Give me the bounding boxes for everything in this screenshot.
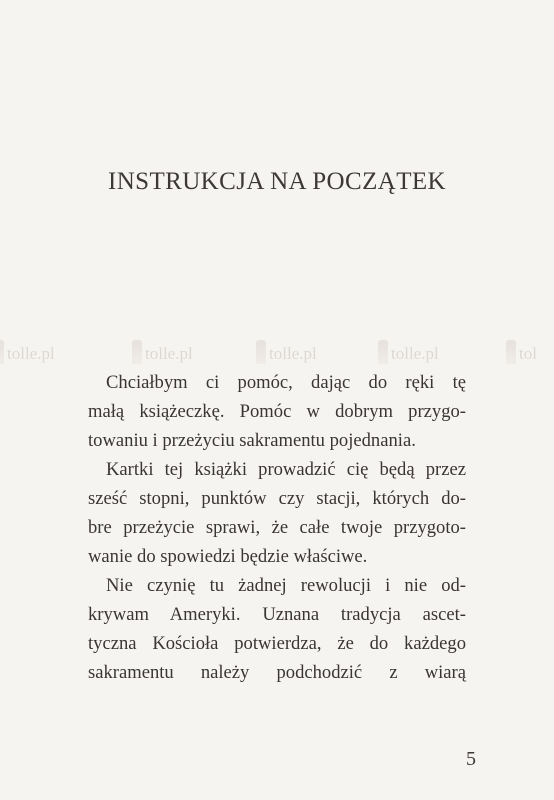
page-number: 5 [466,748,476,770]
watermark: tolle.pl [378,340,439,364]
text-line: Chciałbym ci pomóc, dając do ręki tę [106,372,466,393]
paragraph-3 [88,571,466,687]
watermark-logo-icon [132,340,142,364]
watermark: tolle.pl [132,340,193,364]
text-line: towaniu i przeżyciu sakramentu pojednania. [88,430,416,451]
watermark-logo-icon [256,340,266,364]
text-line: Nie czynię tu żadnej rewolucji i nie od- [106,575,466,596]
body-text [88,368,466,687]
watermark: tol [506,340,537,364]
watermark: tolle.pl [0,340,55,364]
text-line: tyczna Kościoła potwierdza, że do każdego [88,633,466,654]
text-line: sakramentu należy podchodzić z wiarą [88,662,466,683]
text-line: Kartki tej książki prowadzić cię będą przez [106,459,466,480]
paragraph-2 [88,455,466,571]
chapter-title: INSTRUKCJA NA POCZĄTEK [108,168,446,195]
text-line: bre przeżycie sprawi, że całe twoje przygoto- [88,517,466,538]
text-line: krywam Ameryki. Uznana tradycja ascet- [88,604,466,625]
watermark-logo-icon [0,340,4,364]
watermark-logo-icon [378,340,388,364]
paragraph-1 [88,368,466,455]
text-line: sześć stopni, punktów czy stacji, których do- [88,488,466,509]
watermark-logo-icon [506,340,516,364]
text-line: wanie do spowiedzi będzie właściwe. [88,546,368,567]
text-line: małą książeczkę. Pomóc w dobrym przygo- [88,401,466,422]
watermark: tolle.pl [256,340,317,364]
